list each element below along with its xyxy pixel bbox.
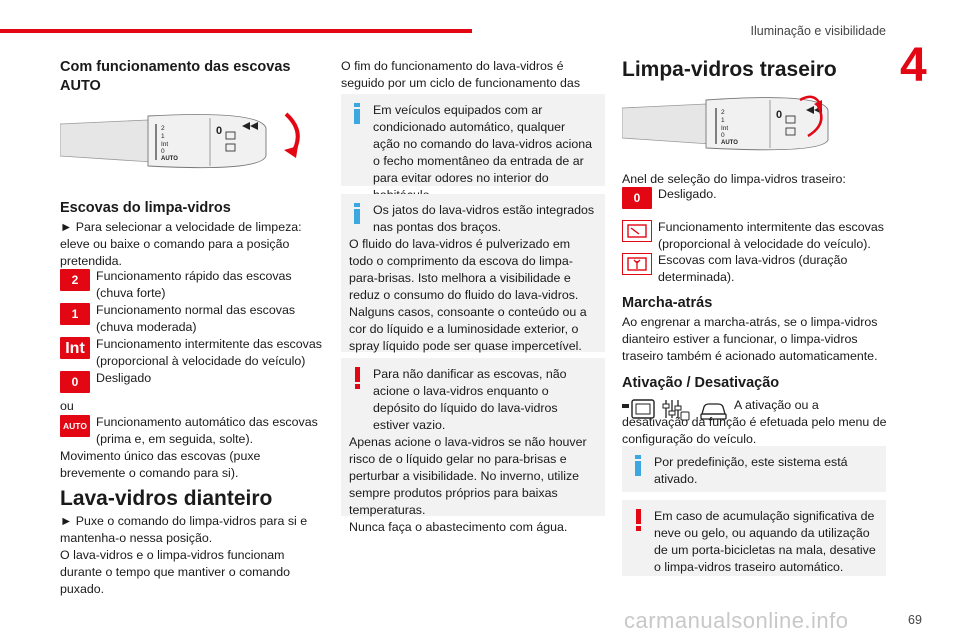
legend-text: Desligado — [96, 371, 152, 385]
legend-speed-1 — [60, 302, 326, 336]
stalk-label-1: 1 — [161, 133, 165, 140]
lava-text-1: ► Puxe o comando do limpa-vidros para si e mantenha-o nessa posição. — [60, 514, 308, 545]
legend-auto — [60, 414, 326, 448]
anel-intro: Anel de seleção do limpa-vidros traseiro: — [622, 172, 846, 186]
note-text: Apenas acione o lava-vidros se não houver risco de o líquido gelar no para-brisas e perturbar a visibilidade. No inverno, utilize sempre produtos próprios para baixas temperaturas. — [349, 435, 587, 517]
escovas-intro: ► Para selecionar a velocidade de limpeza: eleve ou baixe o comando para a posição pretendida. — [60, 220, 302, 268]
note-text: Para não danificar as escovas, não acione o lava-vidros enquanto o depósito do líquido do lava-vidros estiver vazio. — [373, 367, 567, 432]
rear-legend-washer — [622, 252, 888, 286]
badge-int: Int — [60, 337, 90, 359]
stalk-label-int: Int — [721, 125, 729, 132]
rear-legend-0 — [622, 186, 888, 209]
warning-note-washer — [341, 358, 605, 534]
badge-0: 0 — [60, 371, 90, 393]
note-text: Os jatos do lava-vidros estão integrados nas pontas dos braços. — [373, 203, 595, 234]
heading-ativacao: Ativação / Desativação — [622, 375, 780, 391]
legend-text: Escovas com lava-vidros (duração determinada). — [658, 253, 848, 284]
col2-intro: O fim do funcionamento do lava-vidros é seguido por um ciclo de funcionamento das — [341, 59, 581, 90]
badge-1: 1 — [60, 303, 90, 325]
badge-0: 0 — [622, 187, 652, 209]
ring-label-0: 0 — [216, 125, 223, 137]
legend-text: Funcionamento rápido das escovas (chuva forte) — [96, 269, 292, 300]
note-text: O fluido do lava-vidros é pulverizado em todo o comprimento da escova do limpa-para-brisas. Isto melhora a visibilidade e reduz o consumo do fluido do lava-vidros. — [349, 237, 579, 302]
note-text: Nunca faça o abastecimento com água. — [349, 520, 568, 534]
heading-escovas: Escovas do limpa-vidros — [60, 200, 231, 216]
info-icon — [634, 455, 642, 477]
section-title: Iluminação e visibilidade — [750, 24, 886, 38]
info-note-jets — [341, 194, 605, 352]
heading-marcha: Marcha-atrás — [622, 295, 713, 311]
note-text: Nalguns casos, consoante o conteúdo ou a cor do líquido e a luminosidade exterior, o spray líquido pode ser quase impercetível. — [349, 305, 587, 353]
badge-2: 2 — [60, 269, 90, 291]
note-text: Em veículos equipados com ar condicionado automático, qualquer ação no comando do lava-vidros aciona o fecho momentâneo da entrada de ar para evitar odores no interior do — [373, 103, 593, 185]
warning-icon — [634, 509, 642, 531]
stalk-label-1: 1 — [721, 117, 725, 124]
note-text: Por predefinição, este sistema está ativado. — [654, 455, 848, 486]
stalk-label-0: 0 — [721, 132, 725, 139]
heading-auto: Com funcionamento das escovas AUTO — [60, 59, 291, 94]
stalk-label-auto: AUTO — [721, 140, 738, 146]
rear-wiper-stalk-illustration — [622, 88, 872, 154]
ativacao-text: A ativação ou a desativação da função é efetuada pelo menu de configuração do veículo. — [622, 398, 887, 446]
heading-limpa-traseiro: Limpa-vidros traseiro — [622, 58, 837, 81]
legend-text: Funcionamento normal das escovas (chuva moderada) — [96, 303, 296, 334]
header-red-bar — [0, 29, 472, 33]
chapter-number: 4 — [900, 39, 927, 92]
marcha-text: Ao engrenar a marcha-atrás, se o limpa-vidros dianteiro estiver a funcionar, o limpa-vidros traseiro também é acionado automaticamente. — [622, 315, 878, 363]
stalk-label-2: 2 — [721, 109, 725, 116]
badge-auto: AUTO — [60, 415, 90, 437]
stalk-label-auto: AUTO — [161, 156, 178, 162]
watermark: carmanualsonline.info — [624, 608, 849, 633]
legend-speed-2 — [60, 268, 326, 302]
stalk-label-int: Int — [161, 141, 169, 148]
page-number: 69 — [908, 613, 922, 627]
stalk-label-0: 0 — [161, 148, 165, 155]
rear-legend-intermittent — [622, 219, 888, 253]
legend-text: Funcionamento intermitente das escovas (proporcional à velocidade do veículo). — [658, 220, 884, 251]
info-note-ac — [341, 94, 605, 186]
intermittent-wiper-icon — [622, 220, 652, 242]
legend-speed-int — [60, 336, 326, 370]
note-text: Em caso de acumulação significativa de neve ou gelo, ou aquando da utilização de um porta-bicicletas na mala, desative o limpa-vidros traseiro automático. — [654, 509, 876, 574]
ring-label-0: 0 — [776, 109, 783, 121]
info-note-default — [622, 446, 886, 492]
stalk-label-2: 2 — [161, 125, 165, 132]
info-icon — [353, 103, 361, 125]
wiper-stalk-illustration — [60, 110, 310, 172]
warning-icon — [353, 367, 361, 389]
or-text: ou — [60, 399, 74, 413]
legend-text: Funcionamento intermitente das escovas (proporcional à velocidade do veículo) — [96, 337, 322, 368]
legend-text: Desligado. — [658, 187, 717, 201]
info-icon — [353, 203, 361, 225]
warning-note-snow — [622, 500, 886, 576]
legend-text: Funcionamento automático das escovas (prima e, em seguida, solte). — [96, 415, 318, 446]
wiper-washer-icon — [622, 253, 652, 275]
lava-text-2: O lava-vidros e o limpa-vidros funcionam durante o tempo que mantiver o comando puxado. — [60, 548, 291, 596]
heading-lava-dianteiro: Lava-vidros dianteiro — [60, 487, 273, 510]
legend-speed-0 — [60, 370, 326, 393]
auto-text-2: Movimento único das escovas (puxe brevemente o comando para si). — [60, 449, 261, 480]
